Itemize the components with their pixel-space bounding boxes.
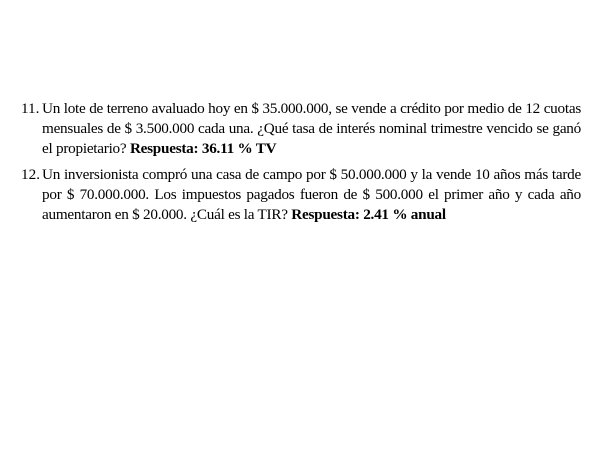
problem-number: 11. bbox=[21, 100, 40, 117]
problem-answer: Respuesta: 2.41 % anual bbox=[291, 206, 446, 223]
problem-text: Un lote de terreno avaluado hoy en $ 35.000.000, se vende a crédito por medio de 12 cuotas mensuales de $ 3.500.000 cada una. ¿Qué tasa de interés nominal trimestre vencido se ganó el propietario? bbox=[42, 100, 581, 157]
problem-statement bbox=[42, 165, 581, 225]
problem-12 bbox=[21, 165, 581, 225]
problem-text: Un inversionista compró una casa de campo por $ 50.000.000 y la vende 10 años más tarde por $ 70.000.000. Los impuestos pagados fueron de $ 500.000 el primer año y cada año aumentaron en $ 20.000. ¿Cuál es la TIR? bbox=[42, 166, 581, 223]
problem-answer: Respuesta: 36.11 % TV bbox=[129, 140, 277, 157]
problem-11 bbox=[21, 99, 581, 159]
problem-number: 12. bbox=[21, 166, 40, 183]
problem-list bbox=[21, 99, 581, 225]
problem-statement bbox=[42, 99, 581, 159]
